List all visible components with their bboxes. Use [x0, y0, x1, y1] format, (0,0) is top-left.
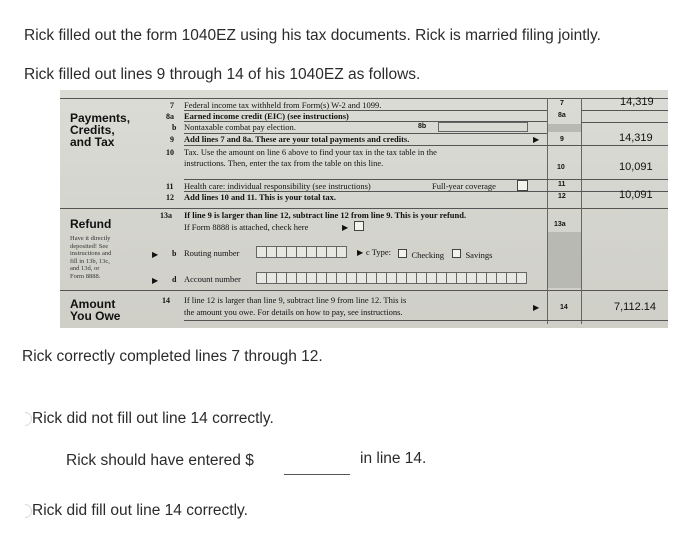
line-12-amount: 10,091: [619, 189, 653, 201]
line-10-text-2: instructions. Then, enter the tax from the table on this line.: [184, 158, 384, 168]
option-not-correct-label[interactable]: Rick did not fill out line 14 correctly.: [32, 410, 274, 427]
should-entered-label: Rick should have entered $: [66, 452, 254, 469]
section-refund-label: Refund: [70, 217, 112, 231]
line-14-text-2: the amount you owe. For details on how to pay, see instructions.: [184, 307, 403, 317]
question-intro: Rick filled out the form 1040EZ using his tax documents. Rick is married filing jointly.: [24, 27, 601, 44]
full-year-coverage-label: Full-year coverage: [432, 181, 496, 191]
account-number-boxes[interactable]: [256, 272, 526, 284]
account-type-label: c Type:: [366, 247, 391, 257]
form-1040ez-image: Payments, Credits, and Tax Refund Have it directly deposited! See instructions and fill in 13b, 13c, and 13d, or Form 8888. Amount You Owe 7 Federal income tax withheld from Form(s) W-2 and 1099. 7 14,319 8a Earned income credit (EIC) (see instructions) 8a b Nontaxable combat pay election. 8b 9 Add lines 7 and 8a. These are your total payments and credits. ▶ 9 14,319 10 Tax. Use the amount on line 6 above to find your tax in the tax table in the instructions. Then, enter the tax from the table on this line. 10 10,091 11 Health care: individual responsibility (see instructions) Full-year coverage 11 12 Add lines 10 and 11. This is your total tax. 12 10,091 13a If line 9 is larger than line 12, subtract line 12 from line 9. This is your refund. If Form 8888 is attached, check here ▶ 13a ▶ b Routing number ▶ c Type: Checking Savings ▶ d Account number 14 If line 12 is larger than line 9, subtract line 9 from line 12. This is the amount you owe. For details on how to pay, see instructions. ▶ 14 7,112.14: [60, 90, 668, 328]
question-lines-statement: Rick filled out lines 9 through 14 of his 1040EZ as follows.: [24, 66, 421, 83]
line-14-amount: 7,112.14: [614, 301, 657, 313]
line-10-amount: 10,091: [619, 161, 653, 173]
in-line-14-label: in line 14.: [360, 450, 427, 467]
line-13a-text-2: If Form 8888 is attached, check here: [184, 222, 309, 232]
section-credits-label: Credits,: [70, 123, 115, 137]
answer-input[interactable]: [284, 474, 350, 475]
line-8b-text: Nontaxable combat pay election.: [184, 122, 296, 132]
section-and-tax-label: and Tax: [70, 135, 115, 149]
line-11-text: Health care: individual responsibility (see instructions): [184, 181, 371, 191]
line-12-text: Add lines 10 and 11. This is your total tax.: [184, 192, 337, 202]
form-8888-checkbox[interactable]: [354, 221, 364, 231]
line-14-text: If line 12 is larger than line 9, subtract line 9 from line 12. This is: [184, 295, 407, 305]
section-amount-label: Amount: [70, 297, 116, 311]
account-number-label: Account number: [184, 274, 241, 284]
line-9-text: Add lines 7 and 8a. These are your total payments and credits.: [184, 134, 410, 144]
line-13a-text: If line 9 is larger than line 12, subtract line 12 from line 9. This is your refund.: [184, 210, 467, 220]
savings-option[interactable]: Savings: [452, 245, 492, 263]
line-9-amount: 14,319: [619, 132, 653, 144]
line-7-text: Federal income tax withheld from Form(s) W-2 and 1099.: [184, 100, 382, 110]
checking-option[interactable]: Checking: [398, 245, 444, 263]
section-payments-label: Payments,: [70, 111, 131, 125]
section-you-owe-label: You Owe: [70, 309, 121, 323]
routing-number-boxes[interactable]: [256, 246, 346, 258]
routing-number-label: Routing number: [184, 248, 240, 258]
full-year-coverage-checkbox[interactable]: [517, 180, 528, 191]
option-correct-label[interactable]: Rick did fill out line 14 correctly.: [32, 502, 248, 519]
completed-statement: Rick correctly completed lines 7 through 12.: [22, 348, 323, 365]
line-7-amount: 14,319: [620, 96, 654, 108]
line-8a-text: Earned income credit (EIC) (see instructions): [184, 111, 349, 121]
line-10-text: Tax. Use the amount on line 6 above to find your tax in the tax table in the: [184, 147, 437, 157]
refund-note: Have it directly deposited! See instructions and fill in 13b, 13c, and 13d, or Form 8888.: [70, 235, 112, 280]
